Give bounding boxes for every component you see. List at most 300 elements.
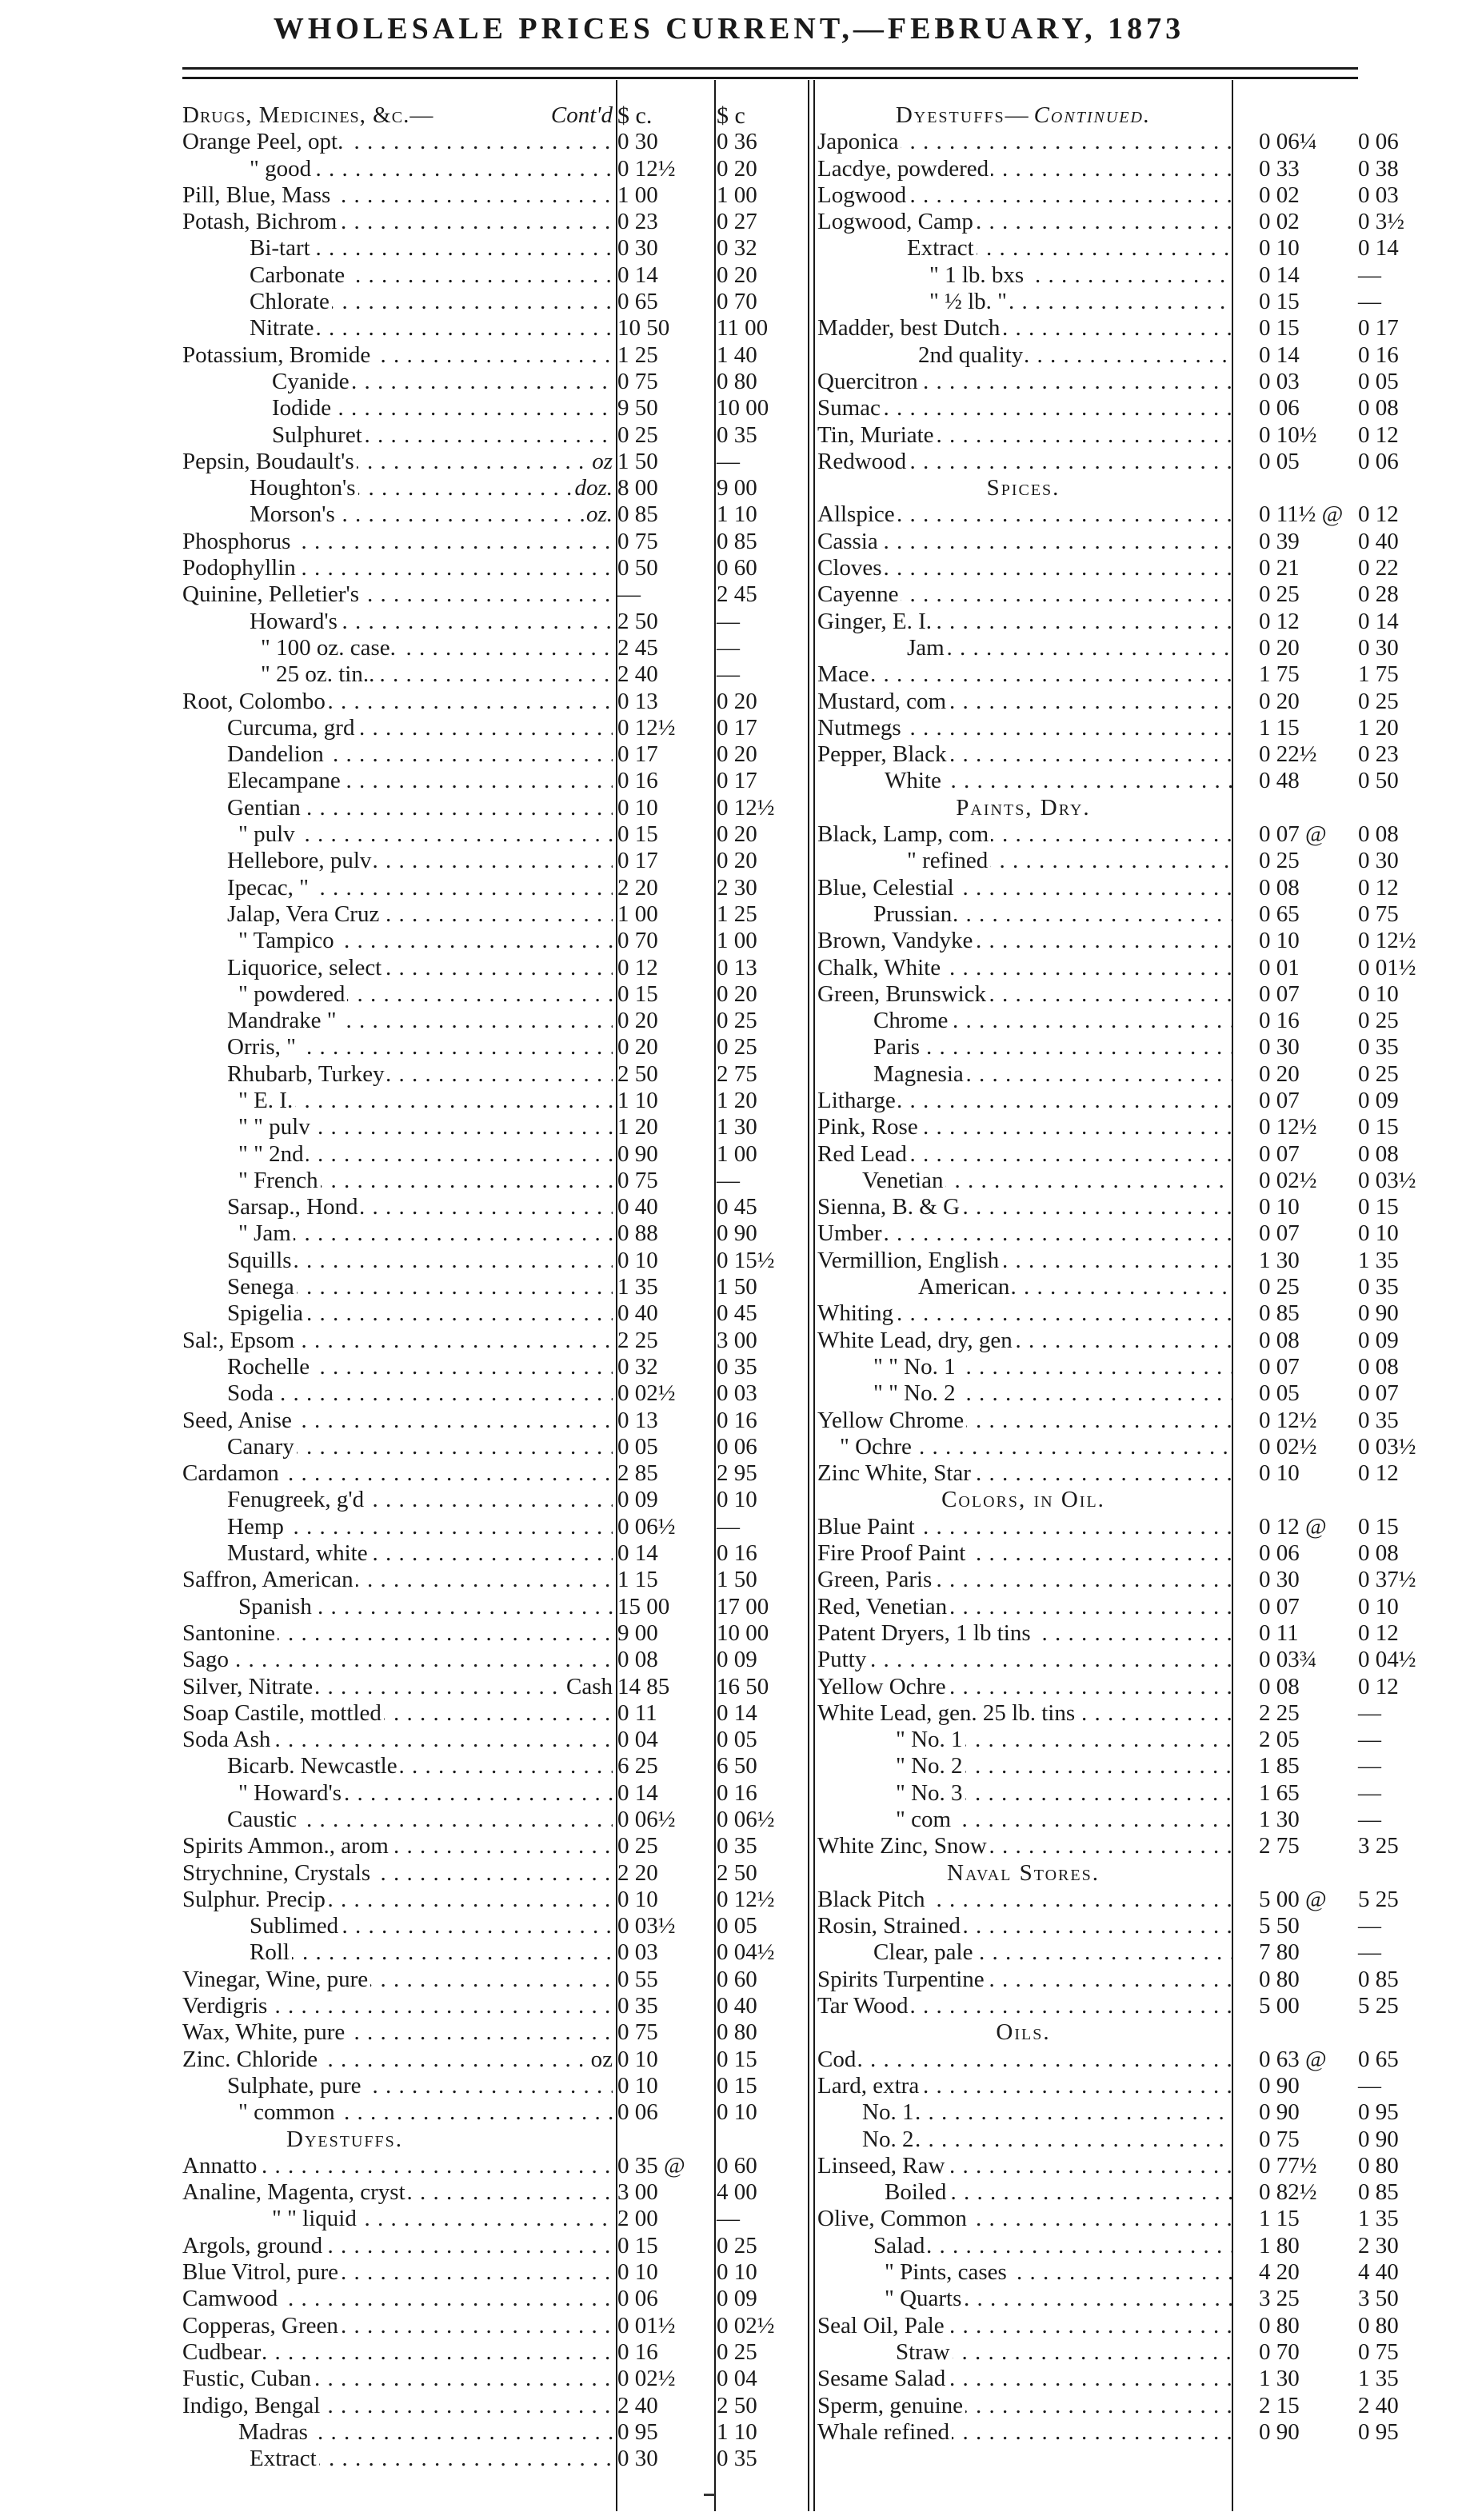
item-label [817, 1647, 1232, 1673]
price-row [817, 688, 1399, 715]
price-high: 0 80 [1358, 2152, 1399, 2179]
price-high: 0 04½ [1358, 1647, 1416, 1673]
price-row [817, 1699, 1381, 1727]
item-label-text: " common [238, 2099, 338, 2125]
price-row [182, 1248, 832, 1274]
item-label-text: Bicarb. Newcastle [227, 1753, 400, 1779]
item-label-text: Fenugreek, g'd [227, 1487, 366, 1512]
price-low: 7 80 [1259, 1939, 1300, 1966]
price-low: 0 05 [1259, 448, 1300, 474]
price-row [817, 768, 1399, 794]
item-label-text: Hellebore, pulv [227, 848, 373, 873]
price-high: 0 15 [717, 2046, 757, 2072]
item-label [817, 2153, 1232, 2179]
item-label [817, 1248, 1232, 1274]
price-row [182, 1860, 832, 1887]
item-label-text: Iodide [272, 395, 334, 421]
price-row [817, 1300, 1399, 1327]
item-label-text: Paints, Dry. [956, 795, 1093, 821]
price-high: — [1358, 1913, 1381, 1939]
price-low: 0 06 [1259, 1540, 1300, 1567]
price-row [182, 741, 832, 768]
item-label-text: Soap Castile, mottled [182, 1700, 384, 1726]
price-high: 0 03 [717, 1380, 757, 1407]
item-label-text: Orange Peel, opt. [182, 129, 346, 154]
item-label-text: Phosphorus [182, 529, 293, 554]
item-label-text: Nitrate [250, 315, 317, 341]
price-low: 0 32 [617, 1353, 658, 1380]
price-row [817, 1034, 1399, 1060]
price-low: 0 10 [1259, 1194, 1300, 1220]
price-low: 0 06 [1259, 395, 1300, 421]
price-high: 0 12 [1358, 874, 1399, 901]
price-low: 0 06½ [617, 1807, 676, 1832]
item-label [250, 289, 613, 315]
item-label-text: Fire Proof Paint [817, 1540, 968, 1566]
item-label-text: " No. 2 [896, 1753, 965, 1779]
price-high: — [717, 634, 740, 661]
item-label [250, 475, 613, 501]
item-label [182, 182, 613, 209]
price-high: — [717, 448, 740, 474]
item-label-text: Colors, in Oil. [941, 1487, 1108, 1512]
price-row [817, 1114, 1399, 1140]
price-low: 0 10 [1259, 928, 1300, 954]
price-row [182, 1833, 832, 1859]
price-low: 0 04 [617, 1727, 658, 1753]
item-label-text: " Tampico [238, 928, 337, 953]
item-label [227, 1434, 613, 1460]
price-row [817, 1886, 1399, 1913]
item-label [227, 901, 613, 928]
price-low: 0 15 [617, 2232, 658, 2258]
item-label [182, 1727, 613, 1753]
item-label [929, 289, 1232, 315]
price-low: 0 10 [617, 2046, 658, 2072]
item-label [227, 955, 613, 981]
price-low: 9 50 [617, 395, 658, 421]
item-label [182, 1674, 613, 1700]
item-label-text: Paris [873, 1034, 922, 1060]
item-label [817, 1088, 1232, 1114]
price-high: 3 00 [717, 1327, 757, 1353]
price-high: 0 40 [1358, 528, 1399, 554]
section-heading [817, 795, 1232, 821]
price-high: 0 27 [717, 209, 757, 235]
price-row [182, 369, 832, 395]
item-label-text: Spirits Ammon., arom [182, 1833, 391, 1859]
item-label [182, 209, 613, 235]
price-row [817, 1220, 1399, 1247]
price-row [182, 795, 832, 821]
item-label-text: Putty [817, 1647, 869, 1672]
item-label [182, 1700, 613, 1727]
item-label [182, 1408, 613, 1434]
item-label [238, 2099, 613, 2126]
item-label [182, 1833, 613, 1859]
price-high: 0 36 [717, 129, 757, 155]
item-label [182, 1460, 613, 1487]
price-low: 0 20 [1259, 688, 1300, 714]
item-label-text: Sago [182, 1647, 231, 1672]
price-low: 0 25 [617, 1833, 658, 1859]
item-label [227, 741, 613, 768]
item-label-text: Howard's [250, 609, 340, 634]
item-label [227, 1008, 613, 1034]
item-label [817, 2366, 1232, 2392]
item-label-text: Dandelion [227, 741, 326, 767]
item-label-text: Whale refined [817, 2419, 952, 2445]
price-low: 0 02½ [1259, 1433, 1317, 1460]
price-high: 0 30 [1358, 634, 1399, 661]
price-high: 0 80 [717, 368, 757, 394]
price-low: 0 12½ [617, 714, 676, 741]
price-row [817, 262, 1381, 289]
price-row [182, 1753, 832, 1779]
item-label-text: Fustic, Cuban [182, 2366, 314, 2391]
item-label [817, 1967, 1232, 1993]
price-row [182, 2259, 832, 2286]
price-row [182, 1274, 832, 1300]
price-high: 0 16 [1358, 341, 1399, 368]
price-high: 4 40 [1358, 2259, 1399, 2286]
price-high: 0 12 [1358, 1619, 1399, 1646]
price-high: 0 06 [717, 1433, 757, 1460]
price-high: 0 35 [717, 421, 757, 448]
price-high: 0 38 [1358, 155, 1399, 182]
item-label-text: Chalk, White [817, 955, 943, 980]
price-low: 0 08 [1259, 874, 1300, 901]
price-row [182, 129, 832, 155]
item-label [238, 1141, 613, 1168]
price-row [182, 635, 832, 661]
item-label-text: White Lead, dry, gen [817, 1328, 1015, 1353]
price-high: 2 40 [1358, 2392, 1399, 2418]
price-row [817, 1727, 1381, 1753]
price-high: 0 15½ [717, 1247, 775, 1273]
item-label [817, 1620, 1232, 1647]
price-high: 0 30 [1358, 848, 1399, 874]
price-row [182, 1487, 832, 1513]
price-high: 0 03½ [1358, 1433, 1416, 1460]
price-low: 2 50 [617, 608, 658, 634]
price-high: 0 65 [1358, 2046, 1399, 2072]
item-label [817, 955, 1232, 981]
price-low: 0 11 [1259, 1619, 1299, 1646]
item-label-text: " E. I. [238, 1088, 295, 1113]
item-label-text: Curcuma, grd [227, 715, 357, 741]
item-label-text: Seed, Anise [182, 1408, 294, 1433]
price-row [817, 102, 1377, 129]
price-low: 0 06½ [617, 1513, 676, 1540]
item-label-text: Yellow Chrome [817, 1408, 966, 1433]
price-row [817, 555, 1399, 581]
price-high: 1 10 [717, 501, 757, 528]
price-row [182, 768, 832, 794]
item-label-text: Wax, White, pure [182, 2019, 347, 2045]
item-label [238, 1220, 613, 1247]
price-low: 1 30 [1259, 2366, 1300, 2392]
price-low: 1 30 [1259, 1807, 1300, 1832]
price-low: 0 80 [1259, 2312, 1300, 2338]
item-label [227, 1194, 613, 1220]
price-high: 1 20 [717, 1087, 757, 1113]
price-low: 0 75 [617, 368, 658, 394]
price-row [182, 1434, 832, 1460]
item-label [817, 1700, 1232, 1727]
price-row [182, 1540, 832, 1567]
price-row [182, 1168, 832, 1194]
price-low: 0 02½ [1259, 1167, 1317, 1193]
price-low: 0 03¾ [1259, 1647, 1317, 1673]
price-high: 0 23 [1358, 741, 1399, 768]
price-low: 1 00 [617, 901, 658, 927]
price-low: 0 07 [1259, 1140, 1300, 1167]
price-row [817, 821, 1399, 848]
item-label-text: Seal Oil, Pale [817, 2313, 947, 2338]
price-low: — [617, 581, 641, 608]
price-low: 0 17 [617, 741, 658, 768]
price-row [182, 2286, 832, 2312]
item-label [817, 1887, 1232, 1913]
item-label [817, 1674, 1232, 1700]
item-label [227, 848, 613, 874]
price-row [817, 1593, 1399, 1620]
price-row [182, 2233, 832, 2259]
item-label-text: Elecampane [227, 768, 343, 793]
price-row [182, 1780, 832, 1807]
price-row [817, 501, 1399, 528]
item-label-text: Zinc White, Star [817, 1460, 973, 1486]
price-high: 3 50 [1358, 2286, 1399, 2312]
price-row [817, 1540, 1399, 1567]
item-label [182, 1887, 613, 1913]
item-label-text: Gentian [227, 795, 303, 821]
price-row [182, 609, 832, 635]
item-label [817, 369, 1232, 395]
price-low: 0 23 [617, 209, 658, 235]
item-label-text: Sesame Salad [817, 2366, 948, 2391]
item-label [272, 2206, 613, 2232]
price-low: 2 20 [617, 1859, 658, 1886]
price-low: 0 02 [1259, 182, 1300, 208]
price-low: 0 25 [1259, 1274, 1300, 1300]
item-label-text: Canary [227, 1434, 297, 1460]
price-high: 0 08 [1358, 1540, 1399, 1567]
price-high: 0 25 [717, 1008, 757, 1034]
item-label [896, 1807, 1232, 1833]
item-label-text: Spices. [987, 475, 1063, 501]
item-label-text: Cloves [817, 555, 885, 581]
item-label [182, 2259, 613, 2286]
price-low: 2 40 [617, 2392, 658, 2418]
price-high: 0 20 [717, 155, 757, 182]
item-label-text: Indigo, Bengal [182, 2393, 322, 2418]
item-label-text: Vermillion, English [817, 1248, 1001, 1273]
price-low: 0 70 [617, 928, 658, 954]
price-low: 0 14 [617, 262, 658, 288]
price-high: 1 50 [717, 1567, 757, 1593]
price-low: 0 22½ [1259, 741, 1317, 768]
price-row [817, 1380, 1399, 1407]
item-label [817, 449, 1232, 475]
price-high: 6 50 [717, 1753, 757, 1779]
price-row [817, 2072, 1381, 2099]
item-label [817, 1594, 1232, 1620]
price-low: 1 30 [1259, 1247, 1300, 1273]
item-label [227, 795, 613, 821]
item-label-text: Ipecac, " [227, 875, 311, 901]
price-row [817, 1513, 1399, 1540]
price-low: 0 25 [1259, 848, 1300, 874]
price-row [817, 1460, 1399, 1487]
page-title: WHOLESALE PRICES CURRENT,—FEBRUARY, 1873 [273, 12, 1185, 46]
price-low: 0 40 [617, 1300, 658, 1327]
price-low: 0 21 [1259, 555, 1300, 581]
price-row [817, 1327, 1399, 1354]
price-low: 1 25 [617, 341, 658, 368]
item-label [238, 821, 613, 848]
item-label [227, 2073, 613, 2099]
item-label [817, 1408, 1232, 1434]
item-label [817, 129, 1232, 155]
item-label-text: " Jam [238, 1220, 294, 1246]
price-row [182, 1674, 832, 1700]
item-label [227, 1034, 613, 1060]
item-label-text: Umber [817, 1220, 885, 1246]
price-high: 2 30 [1358, 2232, 1399, 2258]
item-label-text: Cod [817, 2047, 858, 2072]
price-row [817, 2392, 1399, 2419]
item-label [227, 1514, 613, 1540]
price-row [182, 981, 832, 1008]
item-label [817, 1514, 1232, 1540]
price-high: 11 00 [717, 315, 769, 341]
price-low: 2 20 [617, 874, 658, 901]
item-label-text: " " liquid [272, 2206, 359, 2231]
price-high: 0 15 [717, 2072, 757, 2099]
item-label-text: White [885, 768, 944, 793]
price-row [182, 395, 832, 421]
item-label-text: Yellow Ochre [817, 1674, 949, 1699]
price-low: 5 50 [1259, 1913, 1300, 1939]
price-low: 2 15 [1259, 2392, 1300, 2418]
item-label-text: Sperm, genuine [817, 2393, 965, 2418]
price-low: 2 00 [617, 2206, 658, 2232]
unit-note: Cont'd [550, 102, 613, 128]
price-high: 0 17 [717, 714, 757, 741]
price-high: 0 35 [717, 1353, 757, 1380]
item-label-text: Redwood [817, 449, 909, 474]
price-low: 1 15 [617, 1567, 658, 1593]
price-row [182, 501, 832, 528]
price-low: 0 03 [617, 1939, 658, 1966]
item-label [817, 1328, 1232, 1354]
item-label [817, 555, 1232, 581]
price-high: 0 60 [717, 555, 757, 581]
price-row [182, 2339, 832, 2366]
price-low: 0 10 [617, 2259, 658, 2286]
item-label [227, 1807, 613, 1833]
price-high: 0 28 [1358, 581, 1399, 608]
item-label-text: " French [238, 1168, 321, 1193]
item-label-text: " 1 lb. bxs [929, 262, 1026, 288]
price-low: 0 16 [1259, 1008, 1300, 1034]
item-label-text: No. 2 [862, 2127, 916, 2152]
price-row [182, 289, 832, 315]
item-label [817, 422, 1232, 449]
price-high: 0 10 [717, 2099, 757, 2126]
price-low: 0 20 [617, 1008, 658, 1034]
item-label-text: " No. 1 [896, 1727, 965, 1752]
price-row [817, 528, 1399, 555]
price-low: 0 11½ @ [1259, 501, 1344, 528]
item-label [896, 1727, 1232, 1753]
item-label [182, 2393, 613, 2419]
item-label-text: Silver, Nitrate [182, 1674, 315, 1699]
item-label [227, 1274, 613, 1300]
price-row [817, 2206, 1399, 2232]
price-low: 0 07 [1259, 1087, 1300, 1113]
item-label-text: Mandrake " [227, 1008, 339, 1033]
item-label-text: Sulphuret [272, 422, 365, 448]
item-label [250, 262, 613, 289]
price-row [182, 1034, 832, 1060]
price-row [817, 608, 1399, 635]
price-low: 1 75 [1259, 661, 1300, 688]
item-label-text: Oils. [996, 2019, 1053, 2045]
price-row [817, 1487, 1377, 1513]
price-row [817, 1433, 1416, 1460]
item-label-text: " " pulv [238, 1114, 313, 1140]
item-label [182, 1620, 613, 1647]
price-low: 1 35 [617, 1274, 658, 1300]
price-row [182, 1887, 832, 1913]
item-label [817, 1194, 1232, 1220]
item-label-text: " No. 3 [896, 1780, 965, 1806]
item-label [817, 715, 1232, 741]
item-label [817, 2393, 1232, 2419]
price-row [182, 2393, 832, 2419]
price-row [182, 1328, 832, 1354]
price-high: 10 00 [717, 1619, 769, 1646]
price-high: 0 10 [1358, 1220, 1399, 1247]
section-heading [286, 2127, 613, 2153]
price-high: 0 95 [1358, 2418, 1399, 2445]
item-label-text: Quercitron [817, 369, 921, 394]
price-low: 2 25 [617, 1327, 658, 1353]
price-high: 0 09 [717, 2286, 757, 2312]
price-row [817, 1966, 1399, 1993]
price-low: 0 07 [1259, 1353, 1300, 1380]
item-label-text: Copperas, Green [182, 2313, 341, 2338]
price-high: 0 20 [717, 688, 757, 714]
item-label-text: Lard, extra [817, 2073, 921, 2099]
price-high: 0 01½ [1358, 954, 1416, 980]
item-label [918, 1274, 1232, 1300]
price-high: — [1358, 1753, 1381, 1779]
item-label [182, 449, 613, 475]
page-footer-mark [704, 2494, 715, 2496]
item-label-text: Black, Lamp, com [817, 821, 991, 847]
price-high: 0 75 [1358, 901, 1399, 927]
price-low: 0 70 [1259, 2338, 1300, 2365]
price-high: 0 16 [717, 1540, 757, 1567]
item-label [885, 2259, 1232, 2286]
price-low: 0 48 [1259, 768, 1300, 794]
header-rule-upper [182, 67, 1358, 70]
price-low: 0 03½ [617, 1913, 676, 1939]
